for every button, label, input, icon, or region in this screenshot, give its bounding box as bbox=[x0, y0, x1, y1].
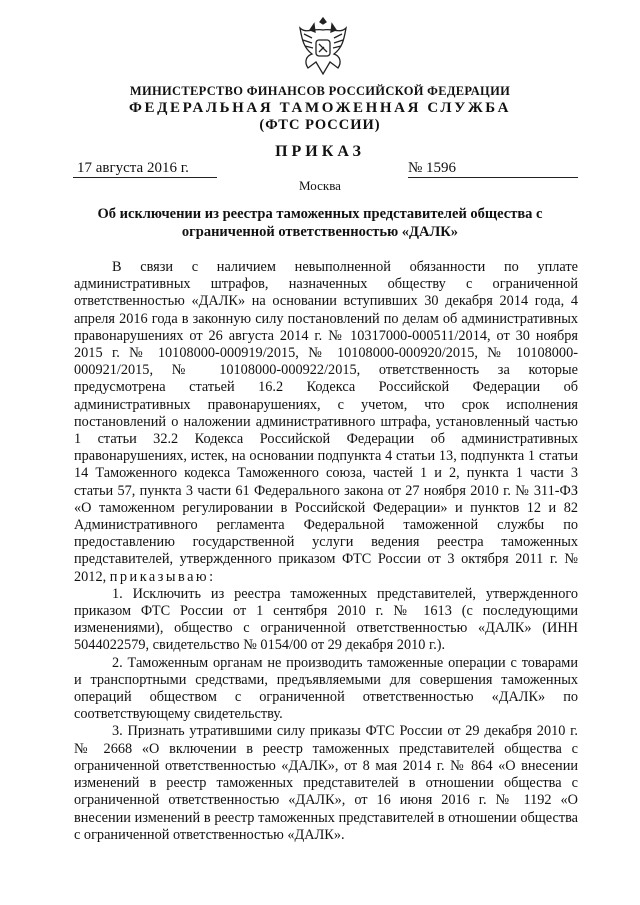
service-abbreviation: (ФТС РОССИИ) bbox=[259, 117, 381, 133]
item-2: 2. Таможенным органам не производить таможенные операции с товарами и транспортными средствами, предъявляемыми для совершения таможенных операций обществом с ограниченной ответственностью «ДАЛК» по соответствующему свидетельству. bbox=[74, 654, 578, 723]
ministry-name: МИНИСТЕРСТВО ФИНАНСОВ РОССИЙСКОЙ ФЕДЕРАЦИИ bbox=[129, 84, 511, 98]
order-word: приказываю bbox=[109, 568, 210, 585]
item-3: 3. Признать утратившими силу приказы ФТС России от 29 декабря 2010 г. № 2668 «О включении в реестр таможенных представителей общества с ограниченной ответственностью «ДАЛК», от 8 мая 2014 г. № 864 «О внесении изменений в реестр таможенных представителей в отношении общества с ограниченной ответственностью «ДАЛК», от 16 июня 2016 г. № 1192 «О внесении изменений в реестр таможенных представителей в отношении общества с ограниченной ответственностью «ДАЛК». bbox=[74, 723, 578, 843]
order-city: Москва bbox=[299, 178, 341, 193]
order-date: 17 августа 2016 г. bbox=[73, 160, 217, 178]
item-1: 1. Исключить из реестра таможенных представителей, утвержденного приказом ФТС России от 1 сентября 2010 г. № 1613 (с последующими изменениями), общество с ограниченной ответственностью «ДАЛК» (ИНН 5044022579, свидетельство № 0154/00 от 29 декабря 2010 г.). bbox=[74, 585, 578, 654]
intro-text: В связи с наличием невыполненной обязанности по уплате административных штрафов, назначенных обществу с ограниченной ответственностью «ДАЛК» на основании вступивших 30 декабря 2014 года, 4 апреля 2016 года в законную силу постановлений по делам об административных правонарушениях от 26 августа 2014 г. № 10317000-000511/2014, от 30 ноября 2015 г. № 10108000-000919/2015, № 10108000-000920/2015, № 10108000-000921/2015, № 10108000-000922/2015, ответственность за которые предусмотрена статьей 16.2 Кодекса Российской Федерации об административных правонарушениях, с учетом, что срок исполнения постановлений о наложении административного штрафа, установленный частью 1 статьи 32.2 Кодекса Российской Федерации об административных правонарушениях, истек, на основании подпункта 4 статьи 13, подпункта 1 статьи 14 Таможенного кодекса Таможенного союза, частей 1 и 2, пункта 1 части 3 статьи 57, пункта 3 части 61 Федерального закона от 27 ноября 2010 г. № 311-ФЗ «О таможенном регулировании в Российской Федерации» и пунктов 12 и 82 Административного регламента Федеральной таможенной службы по предоставлению государственной услуги ведения реестра таможенных представителей, утвержденного приказом ФТС России от 3 октября 2011 г. № 2012, bbox=[74, 259, 578, 585]
document-type: ПРИКАЗ bbox=[275, 143, 365, 160]
intro-paragraph: В связи с наличием невыполненной обязанности по уплате административных штрафов, назначенных обществу с ограниченной ответственностью «ДАЛК» на основании вступивших 30 декабря 2014 года, 4 апреля 2016 года в законную силу постановлений по делам об административных правонарушениях от 26 августа 2014 г. № 10317000-000511/2014, от 30 ноября 2015 г. № 10108000-000919/2015, № 10108000-000920/2015, № 10108000-000921/2015, № 10108000-000922/2015, ответственность за которые предусмотрена статьей 16.2 Кодекса Российской Федерации об административных правонарушениях, с учетом, что срок исполнения постановлений о наложении административного штрафа, установленный частью 1 статьи 32.2 Кодекса Российской Федерации об административных правонарушениях, истек, на основании подпункта 4 статьи 13, подпункта 1 статьи 14 Таможенного кодекса Таможенного союза, частей 1 и 2, пункта 1 части 3 статьи 57, пункта 3 части 61 Федерального закона от 27 ноября 2010 г. № 311-ФЗ «О таможенном регулировании в Российской Федерации» и пунктов 12 и 82 Административного регламента Федеральной таможенной службы по предоставлению государственной услуги ведения реестра таможенных представителей, утвержденного приказом ФТС России от 3 октября 2011 г. № 2012, приказываю: bbox=[74, 259, 578, 585]
coat-of-arms-emblem bbox=[294, 14, 352, 80]
document-body bbox=[74, 259, 578, 844]
service-name: ФЕДЕРАЛЬНАЯ ТАМОЖЕННАЯ СЛУЖБА bbox=[128, 100, 512, 116]
order-number: № 1596 bbox=[408, 160, 578, 178]
document-title: Об исключении из реестра таможенных представителей общества с ограниченной ответственностью «ДАЛК» bbox=[97, 206, 543, 240]
